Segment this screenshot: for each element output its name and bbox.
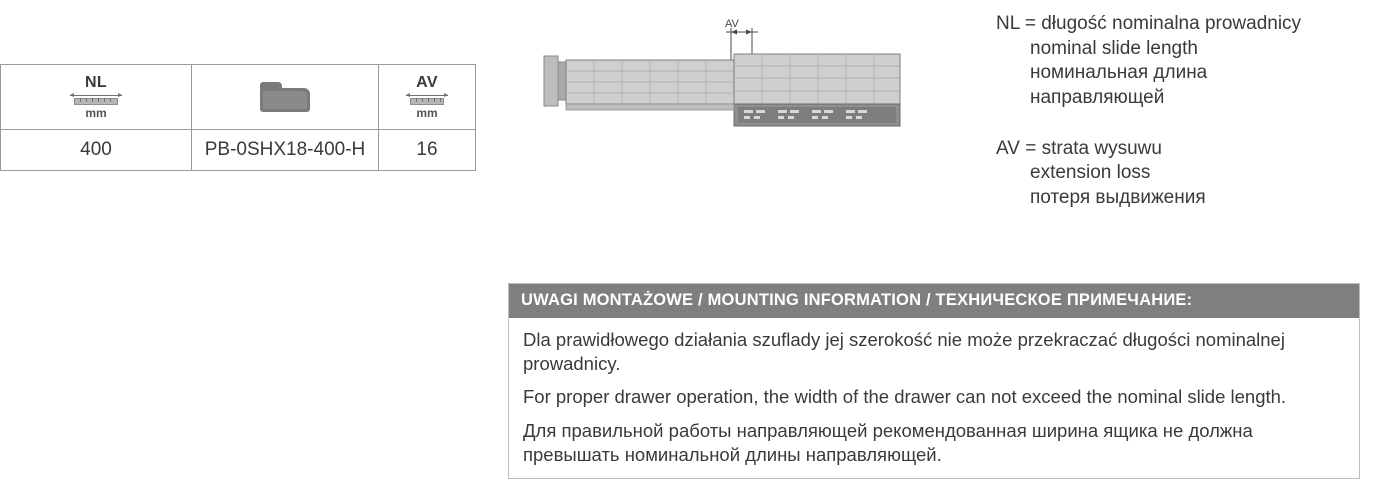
ruler-icon [406, 94, 448, 105]
legend-line: extension loss [1030, 162, 1151, 184]
product-icon [260, 82, 310, 112]
legend-block-av [996, 137, 1376, 211]
legend-line: потеря выдвижения [1030, 187, 1206, 209]
note-paragraph-ru: Для правильной работы направляющей рекомендованная ширина ящика не должна превышать номинальной длины направляющей. [523, 420, 1253, 465]
specification-table [0, 64, 476, 171]
legend-term-av: AV = strata wysuwu [996, 137, 1162, 159]
note-header: UWAGI MONTAŻOWE / MOUNTING INFORMATION / ТЕХНИЧЕСКОЕ ПРИМЕЧАНИЕ: [509, 284, 1359, 318]
cell-product-code: PB-0SHX18-400-H [192, 130, 379, 171]
header-label-nl: NL [85, 74, 107, 91]
mounting-information-box [508, 283, 1360, 479]
header-cell-av [379, 65, 476, 130]
note-body [509, 318, 1359, 478]
header-cell-nl [1, 65, 192, 130]
legend-block-nl [996, 12, 1376, 111]
table-header-row [1, 65, 476, 130]
legend-line: номинальная длина [1030, 62, 1208, 84]
ruler-icon [70, 94, 122, 105]
legend-term-nl: NL = długość nominalna prowadnicy [996, 13, 1302, 34]
cell-nl-value: 400 [1, 130, 192, 171]
legend [996, 12, 1376, 237]
av-dimension-label: AV [725, 18, 739, 30]
header-unit-av: mm [416, 106, 438, 120]
header-label-av: AV [416, 74, 438, 91]
note-paragraph-en: For proper drawer operation, the width of the drawer can not exceed the nominal slide length. [523, 386, 1287, 408]
cell-av-value: 16 [379, 130, 476, 171]
legend-line: направляющей [1030, 87, 1165, 109]
table-row [1, 130, 476, 171]
technical-drawing [520, 10, 950, 170]
header-unit-nl: mm [85, 106, 107, 120]
note-paragraph-pl: Dla prawidłowego działania szuflady jej szerokość nie może przekraczać długości nominalnej prowadnicy. [523, 329, 1285, 374]
header-cell-product [192, 65, 379, 130]
legend-line: nominal slide length [1030, 37, 1198, 59]
